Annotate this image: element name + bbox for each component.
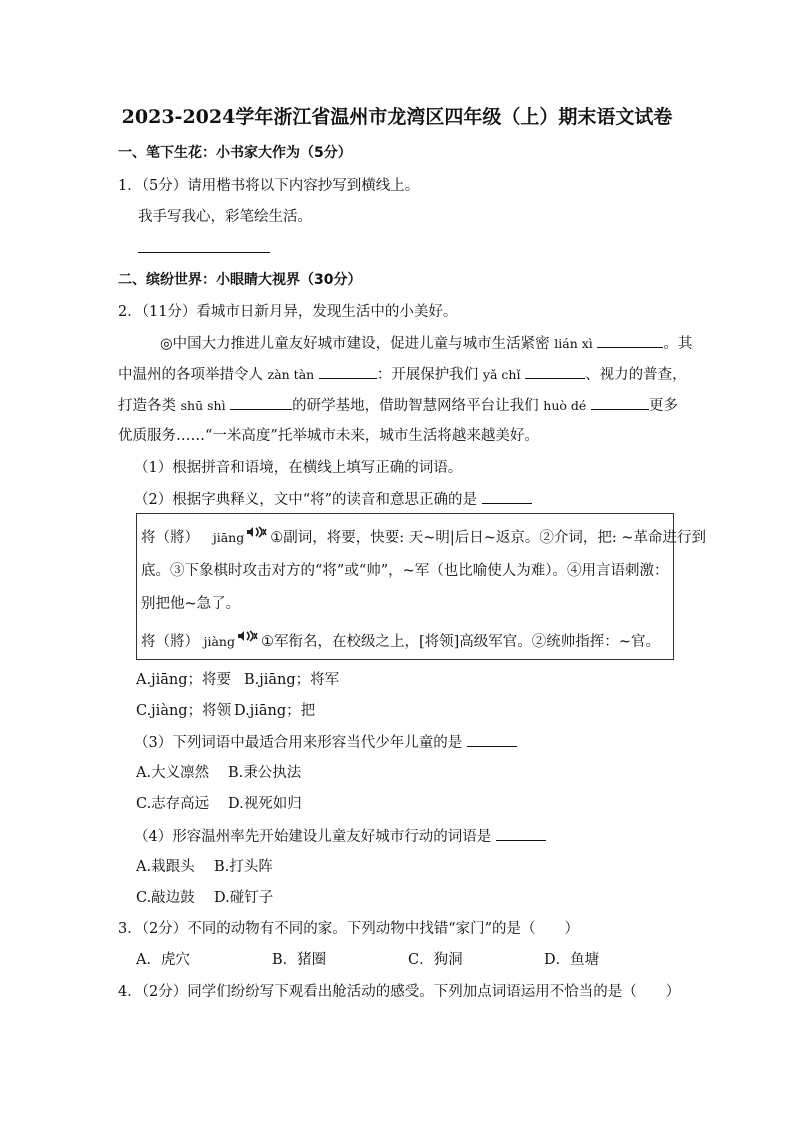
option-d[interactable]: D.jiāng；把 <box>234 703 316 719</box>
option-b[interactable]: B.jiāng；将军 <box>244 672 340 688</box>
answer-blank-2[interactable] <box>319 364 377 379</box>
dict-entry-1-line-3: 别把他~急了。 <box>141 596 241 612</box>
pinyin-yachi: yǎ chǐ <box>482 367 521 382</box>
section-1-heading: 一、笔下生花：小书家大作为（5分） <box>118 145 352 161</box>
q2-passage-line-1: ◎中国大力推进儿童友好城市建设，促进儿童与城市生活紧密 lián xì 。其 <box>160 333 692 354</box>
q1-content: 我手写我心，彩笔绘生活。 <box>138 209 312 225</box>
q2-passage-line-4: 优质服务……“一米高度”托举城市未来，城市生活将越来越美好。 <box>118 428 539 444</box>
option-a[interactable]: A．虎穴 <box>136 952 190 968</box>
option-b[interactable]: B．猪圈 <box>272 952 327 968</box>
q2-sub3-options-row-2 <box>136 794 302 814</box>
pinyin-lianxi: lián xì <box>554 336 593 351</box>
option-c[interactable]: C．狗洞 <box>408 952 463 968</box>
q2-sub4: （4）形容温州率先开始建设儿童友好城市行动的词语是 <box>134 826 546 847</box>
page-title: 2023-2024学年浙江省温州市龙湾区四年级（上）期末语文试卷 <box>121 106 673 128</box>
dictionary-box <box>136 513 707 660</box>
pinyin-shushi: shū shì <box>180 398 226 413</box>
speaker-icon <box>237 630 259 642</box>
answer-blank-5[interactable] <box>591 395 649 410</box>
option-c[interactable]: C.jiàng；将领 <box>136 703 232 719</box>
q3-stem: 3．（2分）不同的动物有不同的家。下列动物中找错“家门”的是（ ） <box>118 921 580 937</box>
q2-passage-line-3: 打造各类 shū shì 的研学基地，借助智慧网络平台让我们 huò dé 更多 <box>118 395 678 416</box>
option-d[interactable]: D．鱼塘 <box>544 952 600 968</box>
option-a[interactable]: A.大义凛然 <box>136 765 210 781</box>
q2-sub2: （2）根据字典释义，文中“将”的读音和意思正确的是 <box>134 489 532 510</box>
pinyin-huode: huò dé <box>543 398 587 413</box>
q1-answer-line[interactable] <box>138 238 270 259</box>
option-d[interactable]: D.碰钉子 <box>214 890 274 906</box>
dict-entry-1-line-2: 底。③下象棋时攻击对方的“将”或“帅”，~军（也比喻使人为难）。④用言语刺激： <box>141 563 669 579</box>
q2-sub2-options-row-2 <box>136 701 315 721</box>
pinyin-zantan: zàn tàn <box>267 367 315 382</box>
answer-blank-sub4[interactable] <box>496 826 546 841</box>
answer-blank-1[interactable] <box>597 333 663 348</box>
answer-blank-sub2[interactable] <box>482 489 532 504</box>
q2-sub4-options-row-1 <box>136 857 273 877</box>
q2-sub4-options-row-2 <box>136 888 273 908</box>
q2-sub3-options-row-1 <box>136 763 301 783</box>
q2-sub3: （3）下列词语中最适合用来形容当代少年儿童的是 <box>134 732 517 753</box>
answer-blank-4[interactable] <box>230 395 292 410</box>
option-c[interactable]: C.敲边鼓 <box>136 890 195 906</box>
option-b[interactable]: B.秉公执法 <box>228 765 302 781</box>
dict-entry-1-line-1: 将（將） jiāng ①副词，将要，快要: 天~明|后日~返京。②介词，把: ~革命进行到 <box>141 526 706 548</box>
q2-stem: 2．（11分）看城市日新月异，发现生活中的小美好。 <box>118 304 458 320</box>
dict-entry-2-line-1: 将（將） jiàng ①军衔名，在校级之上，[将领]高级军官。②统帅指挥：~官。 <box>141 630 660 652</box>
speaker-icon <box>246 526 268 538</box>
option-a[interactable]: A.栽跟头 <box>136 859 195 875</box>
q3-options <box>136 950 599 970</box>
q4-stem: 4．（2分）同学们纷纷写下观看出舱活动的感受。下列加点词语运用不恰当的是（ ） <box>118 984 681 1000</box>
option-d[interactable]: D.视死如归 <box>228 796 302 812</box>
answer-blank-sub3[interactable] <box>467 732 517 747</box>
q1-stem: 1．（5分）请用楷书将以下内容抄写到横线上。 <box>118 178 420 194</box>
q2-sub2-options-row-1 <box>136 670 339 690</box>
section-2-heading: 二、缤纷世界：小眼睛大视界（30分） <box>118 272 362 288</box>
option-a[interactable]: A.jiāng；将要 <box>136 672 231 688</box>
q2-passage-line-2: 中温州的各项举措令人 zàn tàn ：开展保护我们 yǎ chǐ 、视力的普查， <box>118 364 687 385</box>
answer-blank[interactable] <box>138 238 270 253</box>
answer-blank-3[interactable] <box>525 364 585 379</box>
option-c[interactable]: C.志存高远 <box>136 796 210 812</box>
q2-sub1: （1）根据拼音和语境，在横线上填写正确的词语。 <box>134 460 463 476</box>
option-b[interactable]: B.打头阵 <box>214 859 273 875</box>
